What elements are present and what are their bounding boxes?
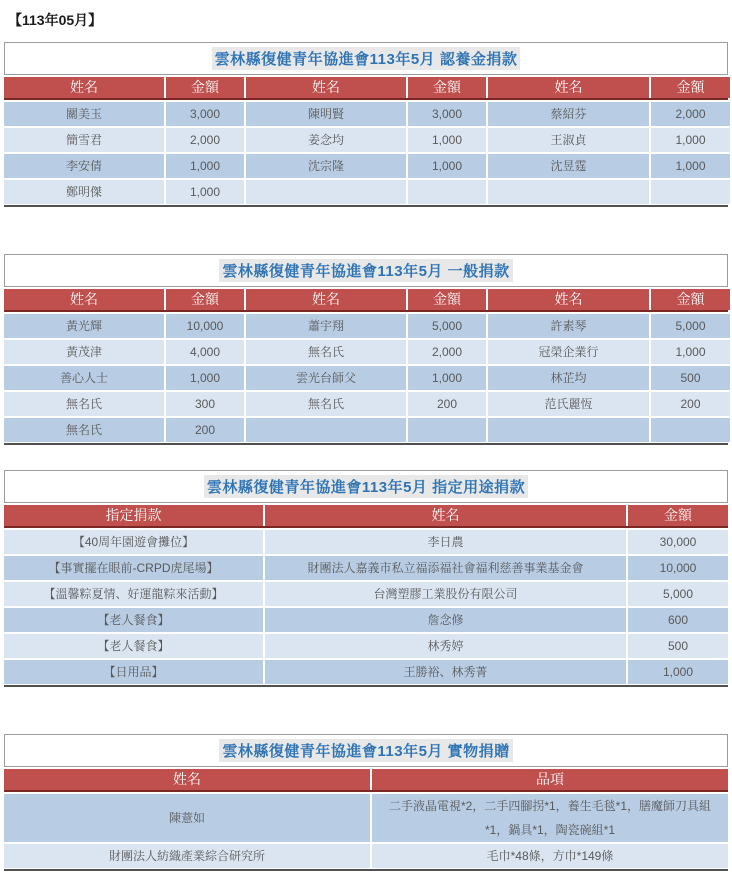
table-header-row xyxy=(4,77,728,100)
table-title-box xyxy=(4,734,728,767)
column-header: 姓名 xyxy=(246,77,406,98)
donor-name-cell: 李日農 xyxy=(265,530,626,554)
donor-name-cell: 林芷均 xyxy=(488,366,649,390)
sections xyxy=(4,42,728,871)
donor-name-cell xyxy=(488,180,649,204)
donation-table-section-in-kind-donations xyxy=(4,734,728,871)
amount-cell: 10,000 xyxy=(166,314,244,338)
items-cell: 二手液晶電視*2，二手四腳拐*1，養生毛毯*1，膳魔師刀具組*1，鍋具*1，陶瓷碗組*1 xyxy=(372,794,728,842)
donation-table-section-general-donations xyxy=(4,254,728,445)
column-header: 金額 xyxy=(628,505,728,526)
amount-cell: 5,000 xyxy=(628,582,728,606)
amount-cell: 4,000 xyxy=(166,340,244,364)
purpose-cell: 【溫馨粽夏情、好運龍粽來活動】 xyxy=(4,582,263,606)
purpose-cell: 【老人餐食】 xyxy=(4,634,263,658)
table-body xyxy=(4,102,728,207)
donor-name-cell: 王淑貞 xyxy=(488,128,649,152)
donor-name-cell: 許素琴 xyxy=(488,314,649,338)
donor-name-cell: 范氏麗恆 xyxy=(488,392,649,416)
amount-cell: 2,000 xyxy=(651,102,730,126)
donation-table-section-designated-donations xyxy=(4,470,728,687)
purpose-cell: 【事實擺在眼前-CRPD虎尾場】 xyxy=(4,556,263,580)
donor-name-cell: 沈昱霆 xyxy=(488,154,649,178)
donor-name-cell xyxy=(246,180,406,204)
amount-cell: 3,000 xyxy=(408,102,486,126)
donation-table-section-adoption-donations xyxy=(4,42,728,207)
column-header: 姓名 xyxy=(265,505,626,526)
table-title: 雲林縣復健青年協進會113年5月 指定用途捐款 xyxy=(204,475,528,498)
amount-cell: 30,000 xyxy=(628,530,728,554)
donor-name-cell: 林秀婷 xyxy=(265,634,626,658)
column-header: 姓名 xyxy=(4,769,370,790)
donor-name-cell: 蔡紹芬 xyxy=(488,102,649,126)
amount-cell: 1,000 xyxy=(166,366,244,390)
column-header: 金額 xyxy=(408,289,486,310)
amount-cell: 300 xyxy=(166,392,244,416)
items-cell: 毛巾*48條，方巾*149條 xyxy=(372,844,728,868)
amount-cell: 10,000 xyxy=(628,556,728,580)
column-header: 金額 xyxy=(651,289,730,310)
amount-cell: 2,000 xyxy=(408,340,486,364)
table-title: 雲林縣復健青年協進會113年5月 一般捐款 xyxy=(219,259,512,282)
amount-cell: 200 xyxy=(166,418,244,442)
table-header-row xyxy=(4,769,728,792)
amount-cell: 1,000 xyxy=(651,340,730,364)
purpose-cell: 【日用品】 xyxy=(4,660,263,684)
column-header: 指定捐款 xyxy=(4,505,263,526)
column-header: 姓名 xyxy=(488,289,649,310)
donor-name-cell: 冠榮企業行 xyxy=(488,340,649,364)
table-title-box xyxy=(4,254,728,287)
amount-cell: 200 xyxy=(651,392,730,416)
column-header: 姓名 xyxy=(4,77,164,98)
amount-cell: 1,000 xyxy=(408,154,486,178)
amount-cell: 600 xyxy=(628,608,728,632)
donor-name-cell: 台灣塑膠工業股份有限公司 xyxy=(265,582,626,606)
table-title-box xyxy=(4,42,728,75)
column-header: 姓名 xyxy=(4,289,164,310)
donor-name-cell xyxy=(488,418,649,442)
donor-name-cell: 沈宗隆 xyxy=(246,154,406,178)
amount-cell xyxy=(408,180,486,204)
column-header: 品項 xyxy=(372,769,728,790)
donor-name-cell: 財團法人嘉義市私立福添福社會福利慈善事業基金會 xyxy=(265,556,626,580)
donor-name-cell: 黃茂津 xyxy=(4,340,164,364)
table-body xyxy=(4,794,728,871)
donor-name-cell xyxy=(246,418,406,442)
table-title: 雲林縣復健青年協進會113年5月 認養金捐款 xyxy=(212,47,521,70)
column-header: 金額 xyxy=(408,77,486,98)
donor-name-cell: 無名氏 xyxy=(246,340,406,364)
table-body xyxy=(4,530,728,687)
amount-cell: 5,000 xyxy=(651,314,730,338)
donor-name-cell: 簡雪君 xyxy=(4,128,164,152)
column-header: 金額 xyxy=(166,289,244,310)
amount-cell: 1,000 xyxy=(408,128,486,152)
amount-cell: 500 xyxy=(628,634,728,658)
donor-name-cell: 雲光台師父 xyxy=(246,366,406,390)
column-header: 姓名 xyxy=(488,77,649,98)
donor-name-cell: 姜念均 xyxy=(246,128,406,152)
purpose-cell: 【40周年園遊會攤位】 xyxy=(4,530,263,554)
table-title: 雲林縣復健青年協進會113年5月 實物捐贈 xyxy=(219,739,512,762)
column-header: 金額 xyxy=(651,77,730,98)
donor-name-cell: 關美玉 xyxy=(4,102,164,126)
column-header: 姓名 xyxy=(246,289,406,310)
amount-cell: 1,000 xyxy=(651,154,730,178)
amount-cell: 1,000 xyxy=(628,660,728,684)
amount-cell: 1,000 xyxy=(166,180,244,204)
amount-cell: 3,000 xyxy=(166,102,244,126)
donor-name-cell: 財團法人紡織產業綜合研究所 xyxy=(4,844,370,868)
amount-cell: 500 xyxy=(651,366,730,390)
amount-cell: 2,000 xyxy=(166,128,244,152)
amount-cell: 5,000 xyxy=(408,314,486,338)
donor-name-cell: 陳薏如 xyxy=(4,794,370,842)
donor-name-cell: 鄭明傑 xyxy=(4,180,164,204)
donor-name-cell: 黃光輝 xyxy=(4,314,164,338)
donor-name-cell: 無名氏 xyxy=(246,392,406,416)
amount-cell: 1,000 xyxy=(166,154,244,178)
donor-name-cell: 無名氏 xyxy=(4,418,164,442)
amount-cell xyxy=(651,418,730,442)
donor-name-cell: 蕭宇翔 xyxy=(246,314,406,338)
table-title-box xyxy=(4,470,728,503)
donor-name-cell: 王勝裕、林秀菁 xyxy=(265,660,626,684)
donor-name-cell: 無名氏 xyxy=(4,392,164,416)
donor-name-cell: 陳明賢 xyxy=(246,102,406,126)
table-body xyxy=(4,314,728,445)
amount-cell: 1,000 xyxy=(408,366,486,390)
table-header-row xyxy=(4,289,728,312)
donor-name-cell: 詹念修 xyxy=(265,608,626,632)
amount-cell: 200 xyxy=(408,392,486,416)
column-header: 金額 xyxy=(166,77,244,98)
amount-cell xyxy=(408,418,486,442)
table-header-row xyxy=(4,505,728,528)
donor-name-cell: 李安倩 xyxy=(4,154,164,178)
period-label: 【113年05月】 xyxy=(8,12,103,28)
purpose-cell: 【老人餐食】 xyxy=(4,608,263,632)
amount-cell xyxy=(651,180,730,204)
donor-name-cell: 善心人士 xyxy=(4,366,164,390)
amount-cell: 1,000 xyxy=(651,128,730,152)
